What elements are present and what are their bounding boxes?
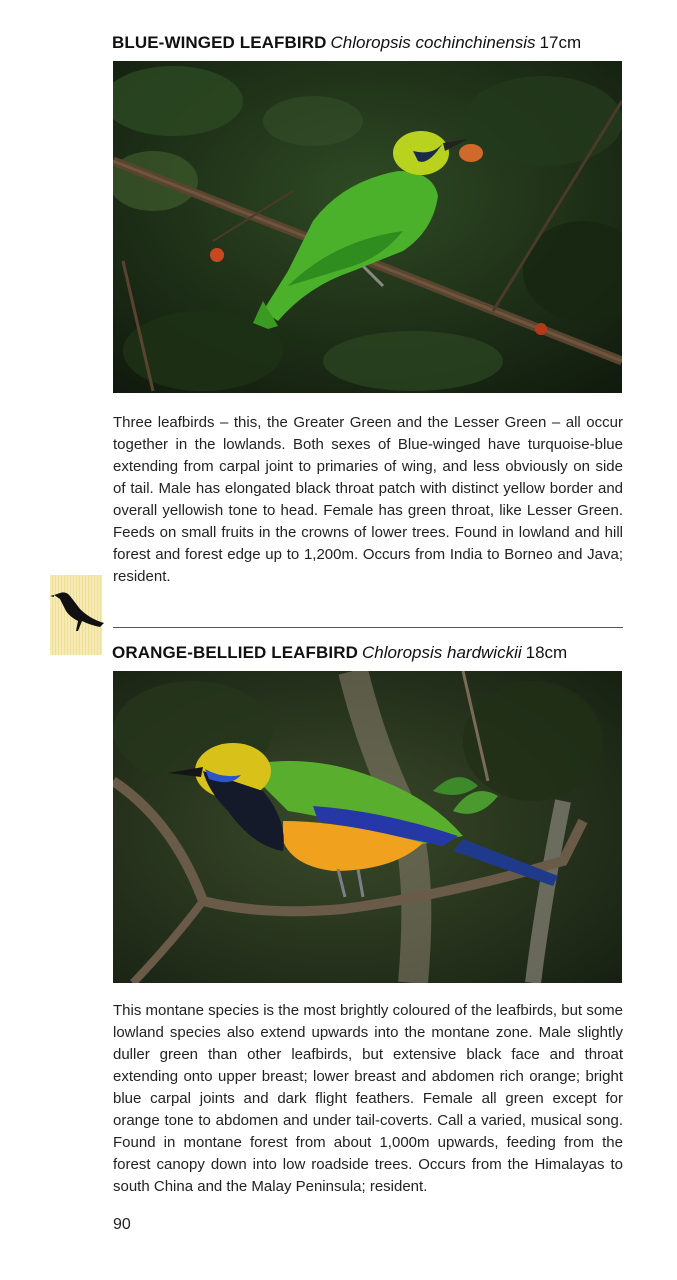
bird-size: 17cm xyxy=(539,33,582,52)
species-description: Three leafbirds – this, the Greater Green and the Lesser Green – all occur together in the lowlands. Both sexes of Blue-winged have turquoise-blue extending from carpal joint to primaries of wing, and less obviously on side of tail. Male has elongated black throat patch with distinct yellow border and overall yellowish tone to head. Female has green throat, like Lesser Green. Feeds on small fruits in the crowns of lower trees. Found in lowland and hill forest and forest edge up to 1,200m. Occurs from India to Borneo and Java; resident. xyxy=(113,414,623,585)
common-name: BLUE-WINGED LEAFBIRD xyxy=(112,33,327,52)
perching-bird-silhouette-icon xyxy=(50,587,106,633)
blue-winged-leafbird-photo xyxy=(113,61,622,393)
section-divider xyxy=(113,627,623,628)
species-heading-orange-bellied-leafbird xyxy=(112,642,567,664)
orange-bellied-leafbird-photo xyxy=(113,671,622,983)
species-heading-blue-winged-leafbird xyxy=(112,32,581,54)
sidebar-tab xyxy=(50,575,102,655)
species-description: This montane species is the most brightly coloured of the leafbirds, but some lowland species also extend upwards into the montane zone. Male slightly duller green than other leafbirds, but extensive black face and throat extending onto upper breast; lower breast and abdomen rich orange; bright blue carpal joints and dark flight feathers. Female all green except for orange tone to abdomen and under tail-coverts. Call a varied, musical song. Found in montane forest from about 1,000m upwards, feeding from the forest canopy down into low roadside trees. Occurs from the Himalayas to south China and the Malay Peninsula; resident. xyxy=(113,1002,623,1195)
page-number: 90 xyxy=(113,1216,131,1233)
common-name: ORANGE-BELLIED LEAFBIRD xyxy=(112,643,358,662)
bird-size: 18cm xyxy=(525,643,568,662)
scientific-name: Chloropsis hardwickii xyxy=(361,643,522,662)
scientific-name: Chloropsis cochinchinensis xyxy=(330,33,536,52)
